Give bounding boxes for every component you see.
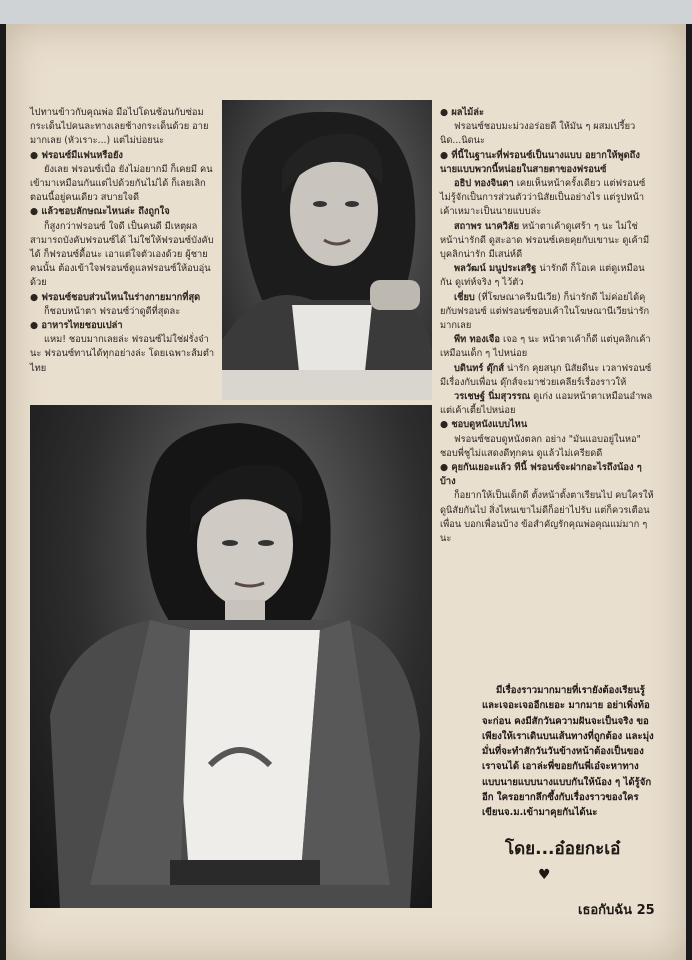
named-entry — [440, 362, 654, 390]
question-heading: ● ฟรอนซ์ชอบส่วนไหนในร่างกายมากที่สุด — [30, 291, 220, 305]
right-paragraph: ก็อยากให้เป็นเด็กดี ตั้งหน้าตั้งตาเรียนไป คบใครให้ดูนิสัยกันไป สิ่งไหนเขาไม่ดีก็อย่าไปรับ แต่ก็ควรเตือนเพื่อน บอกเพื่อนบ้าง ข้อสำคัญรักคุณพ่อคุณแม่มาก ๆ นะ — [440, 490, 654, 545]
named-entry — [440, 177, 654, 220]
question-heading: ● แล้วชอบลักษณะไหนล่ะ ถึงถูกใจ — [30, 205, 220, 219]
magazine-name: เธอกับฉัน — [578, 903, 633, 918]
right-column — [440, 106, 654, 546]
byline: โดย...อ๋อยกะเอ๋ — [505, 839, 621, 859]
model-comment: เจอ ๆ นะ หน้าตาเค้าก็ดี แต่บุคลิกเค้าเหมือนเด็ก ๆ ไปหน่อย — [440, 334, 651, 360]
page-folio — [578, 899, 655, 920]
model-name: สถาพร นาควิลัย — [454, 220, 520, 232]
question-heading: ● ที่นี้ในฐานะที่ฟรอนซ์เป็นนางแบบ อยากให้พูดถึงนายแบบพวกนี้หน่อยในสายตาของฟรอนซ์ — [440, 149, 654, 177]
right-paragraph: ฟรอนซ์ชอบมะม่วงอร่อยดี ให้มัน ๆ ผสมเปรี้ยวนิด...นิดนะ — [440, 121, 636, 147]
portrait-illustration — [30, 405, 432, 908]
model-name: พลวัฒน์ มนูประเสริฐ — [454, 263, 537, 275]
page-number: 25 — [636, 903, 655, 918]
portrait-illustration — [222, 100, 432, 400]
named-entry — [440, 333, 654, 361]
right-paragraph: ฟรอนซ์ชอบดูหนังตลก อย่าง "มันแอบอยู่ในหอ" ชอบพี่ชูไม่แสดงดีทุกคน ดูแล้วไม่เครียดดี — [440, 433, 641, 459]
heart-icon: ♥ — [538, 867, 551, 883]
named-entry — [440, 262, 654, 290]
model-comment: น่ารัก คุยสนุก นิสัยดีนะ เวลาฟรอนซ์มีเรื่องกับเพื่อน ดุ๊กส์จะมาช่วยเคลียร์เรื่องราวให้ — [440, 362, 652, 388]
model-name: บดินทร์ ดุ๊กส์ — [454, 362, 504, 374]
model-comment: เคยเห็นหน้าครั้งเดียว แต่ฟรอนซ์ไม่รู้จักเป็นการส่วนตัวว่านิสัยเป็นอย่างไร แต่รูปหน้าเค้าเหมาะเป็นนายแบบล่ะ — [440, 178, 646, 218]
model-name: วรเชษฐ์ นิ่มสุวรรณ — [454, 391, 531, 403]
closing-note: มีเรื่องราวมากมายที่เรายังต้องเรียนรู้และเจอะเจออีกเยอะ มากมาย อย่าเพิ่งท้อจะก่อน คงมีสักวันความฝันจะเป็นจริง ขอเพียงให้เราเดินบนเส้นทางที่ถูกต้อง และมุ่งมั่นที่จะทำสักวันวันข้างหน้าต้องเป็นของเราจนได้ เอาล่ะพี่ขอยกันพี่เอ๋จะหาทางแบบนายแบบนางแบบกันให้น้อง ๆ ได้รู้จักอีก ใครอยากลึกซึ้งกับเรื่องราวของใคร เขียนจ.ม.เข้ามาคุยกันได้นะ — [482, 685, 654, 819]
model-name: เชี่ยบ — [454, 291, 475, 303]
question-heading: ● ชอบดูหนังแบบไหน — [440, 418, 654, 432]
model-comment: ดูเก่ง แอมหน้าตาเหมือนอำพล แต่เค้าเตี้ยไปหน่อย — [440, 391, 653, 417]
model-comment: หน้าตาเค้าดูเศร้า ๆ นะ ไม่ใช่หน้าน่ารักดี ดูสะอาด ฟรอนซ์เคยคุยกับเขานะ ดูเค้ามีบุคลิกน่ารัก มีเสน่ห์ดี — [440, 220, 650, 261]
left-paragraph: ก็สูงกว่าฟรอนซ์ ใจดี เป็นคนดี มีเหตุผล สามารถบังคับฟรอนซ์ได้ ไม่ใช่ให้ฟรอนซ์บังคับได้ ก็ฟรอนซ์ดื้อนะ เอาแต่ใจตัวเองด้วย ผู้ชายคนนั้น ต้องเข้าใจฟรอนซ์ดูแลฟรอนซ์ให้อบอุ่นด้วย — [30, 220, 214, 289]
question-heading: ● ฟรอนซ์มีแฟนหรือยัง — [30, 149, 220, 163]
model-name: อธิป ทองจินดา — [454, 178, 514, 190]
question-heading: ● อาหารไทยชอบเปล่า — [30, 319, 220, 333]
left-paragraph: ก็ชอบหน้าตา ฟรอนซ์ว่าดูดีที่สุดละ — [44, 305, 181, 317]
model-name: พีท ทองเจือ — [454, 334, 500, 346]
left-paragraph: แหม! ชอบมากเลยล่ะ ฟรอนซ์ไม่ใช่ฝรั่งจ๋า นะ ฟรอนซ์ทานได้ทุกอย่างล่ะ โดยเฉพาะส้มตำไทย — [30, 334, 215, 374]
question-heading: ● ผลไม้ล่ะ — [440, 106, 654, 120]
model-comment: (ที่โฆษณาครีมนีเวีย) ก็น่ารักดี ไม่ค่อยได้คุยกับฟรอนซ์ แต่ฟรอนซ์ชอบเค้าในโฆษณานีเวียน่ารักมากเลย — [440, 291, 650, 332]
question-heading: ● คุยกันเยอะแล้ว ทีนี้ ฟรอนซ์จะฝากอะไรถึงน้อง ๆ บ้าง — [440, 461, 654, 489]
portrait-photo-top — [222, 100, 432, 400]
top-scan-strip — [0, 0, 692, 24]
named-entry — [440, 390, 654, 418]
left-paragraph: ยังเลย ฟรอนซ์เบื่อ ยังไม่อยากมี ก็เคยมี คนเข้ามาเหมือนกันแต่ไปด้วยกันไม่ได้ ก็เลยเลิก ตอนนี้อยู่คนเดียว สบายใจดี — [30, 163, 213, 204]
left-column — [30, 106, 220, 376]
model-comment: น่ารักดี ก็โอเค แต่ดูเหมือนกัน ดูเท่ห์จริง ๆ ไว้ตัว — [440, 263, 645, 289]
named-entry — [440, 291, 654, 334]
named-entry — [440, 220, 654, 263]
portrait-photo-bottom — [30, 405, 432, 908]
left-paragraph: ไปทานข้าวกับคุณพ่อ มือไปโดนช้อนกับซ่อม กระเด็นไปคนละทางเลยช้างกระเด็นด้วย อาย มากเลย (หัวเราะ...) แต่ไม่บ่อยนะ — [30, 107, 209, 147]
